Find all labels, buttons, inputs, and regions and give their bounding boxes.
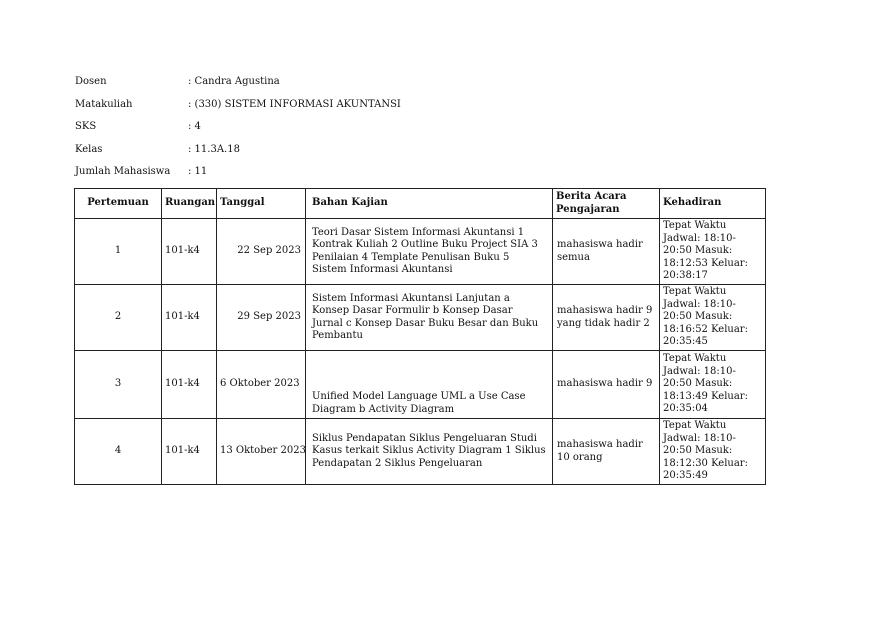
cell-kehadiran <box>660 419 766 485</box>
kehadiran-line: Jadwal: 18:10- <box>663 365 736 377</box>
cell-kehadiran <box>660 219 766 285</box>
kehadiran-line: Jadwal: 18:10- <box>663 232 736 244</box>
info-value: : 11.3A.18 <box>188 143 240 155</box>
cell-pertemuan: 2 <box>75 285 162 351</box>
table-row <box>75 285 766 351</box>
header-berita-acara: Berita Acara Pengajaran <box>553 189 660 219</box>
header-pertemuan: Pertemuan <box>75 189 162 219</box>
cell-berita-acara: mahasiswa hadir semua <box>553 219 660 285</box>
kehadiran-line: 20:35:45 <box>663 336 708 348</box>
cell-kehadiran <box>660 285 766 351</box>
cell-ruangan: 101-k4 <box>162 219 217 285</box>
kehadiran-line: 18:16:52 Keluar: <box>663 323 748 335</box>
cell-berita-acara: mahasiswa hadir 9 <box>553 351 660 419</box>
info-label: SKS <box>75 121 97 132</box>
info-label: Kelas <box>75 143 103 155</box>
kehadiran-line: 18:12:30 Keluar: <box>663 457 748 469</box>
kehadiran-line: 18:13:49 Keluar: <box>663 390 748 402</box>
info-value: : 4 <box>188 121 201 132</box>
info-row-matakuliah <box>75 98 401 121</box>
info-row-jumlah-mahasiswa <box>75 165 401 188</box>
info-label: Jumlah Mahasiswa <box>75 166 171 177</box>
kehadiran-line: Tepat Waktu <box>663 220 727 232</box>
table-row <box>75 419 766 485</box>
header-ruangan: Ruangan <box>162 189 217 219</box>
course-info <box>75 75 401 188</box>
table-header-row <box>75 189 766 219</box>
info-value: : (330) SISTEM INFORMASI AKUNTANSI <box>188 98 401 110</box>
info-row-dosen <box>75 75 401 98</box>
kehadiran-line: 20:35:04 <box>663 403 708 415</box>
kehadiran-line: Tepat Waktu <box>663 286 727 298</box>
cell-bahan-kajian: Siklus Pendapatan Siklus Pengeluaran Studi Kasus terkait Siklus Activity Diagram 1 Siklus Pendapatan 2 Siklus Pengeluaran <box>306 419 553 485</box>
kehadiran-line: 20:50 Masuk: <box>663 245 733 257</box>
kehadiran-line: Tepat Waktu <box>663 420 727 432</box>
info-label: Dosen <box>75 76 107 87</box>
info-value: : Candra Agustina <box>188 76 280 87</box>
header-bahan-kajian: Bahan Kajian <box>306 189 553 219</box>
cell-ruangan: 101-k4 <box>162 351 217 419</box>
cell-pertemuan: 3 <box>75 351 162 419</box>
info-row-kelas <box>75 143 401 166</box>
cell-pertemuan: 1 <box>75 219 162 285</box>
kehadiran-line: 20:50 Masuk: <box>663 311 733 323</box>
kehadiran-line: Jadwal: 18:10- <box>663 298 736 310</box>
kehadiran-line: Jadwal: 18:10- <box>663 432 736 444</box>
cell-bahan-kajian: Unified Model Language UML a Use Case Diagram b Activity Diagram <box>306 351 553 419</box>
kehadiran-line: 20:38:17 <box>663 270 708 282</box>
kehadiran-line: 20:50 Masuk: <box>663 378 733 390</box>
cell-berita-acara: mahasiswa hadir 9 yang tidak hadir 2 <box>553 285 660 351</box>
cell-tanggal: 22 Sep 2023 <box>217 219 306 285</box>
info-label: Matakuliah <box>75 98 133 110</box>
cell-pertemuan: 4 <box>75 419 162 485</box>
cell-bahan-kajian: Teori Dasar Sistem Informasi Akuntansi 1 Kontrak Kuliah 2 Outline Buku Project SIA 3 Penilaian 4 Template Penulisan Buku 5 Sistem Informasi Akuntansi <box>306 219 553 285</box>
cell-tanggal: 13 Oktober 2023 <box>217 419 306 485</box>
cell-berita-acara: mahasiswa hadir 10 orang <box>553 419 660 485</box>
table-row <box>75 219 766 285</box>
header-tanggal: Tanggal <box>217 189 306 219</box>
cell-bahan-kajian: Sistem Informasi Akuntansi Lanjutan a Konsep Dasar Formulir b Konsep Dasar Jurnal c Konsep Dasar Buku Besar dan Buku Pembantu <box>306 285 553 351</box>
kehadiran-line: Tepat Waktu <box>663 353 727 365</box>
header-kehadiran: Kehadiran <box>660 189 766 219</box>
info-value: : 11 <box>188 166 208 177</box>
info-row-sks <box>75 120 401 143</box>
attendance-table <box>74 188 766 485</box>
kehadiran-line: 18:12:53 Keluar: <box>663 257 748 269</box>
cell-tanggal: 29 Sep 2023 <box>217 285 306 351</box>
kehadiran-line: 20:35:49 <box>663 470 708 482</box>
cell-kehadiran <box>660 351 766 419</box>
cell-ruangan: 101-k4 <box>162 285 217 351</box>
table-row <box>75 351 766 419</box>
kehadiran-line: 20:50 Masuk: <box>663 445 733 457</box>
cell-ruangan: 101-k4 <box>162 419 217 485</box>
cell-tanggal: 6 Oktober 2023 <box>217 351 306 419</box>
